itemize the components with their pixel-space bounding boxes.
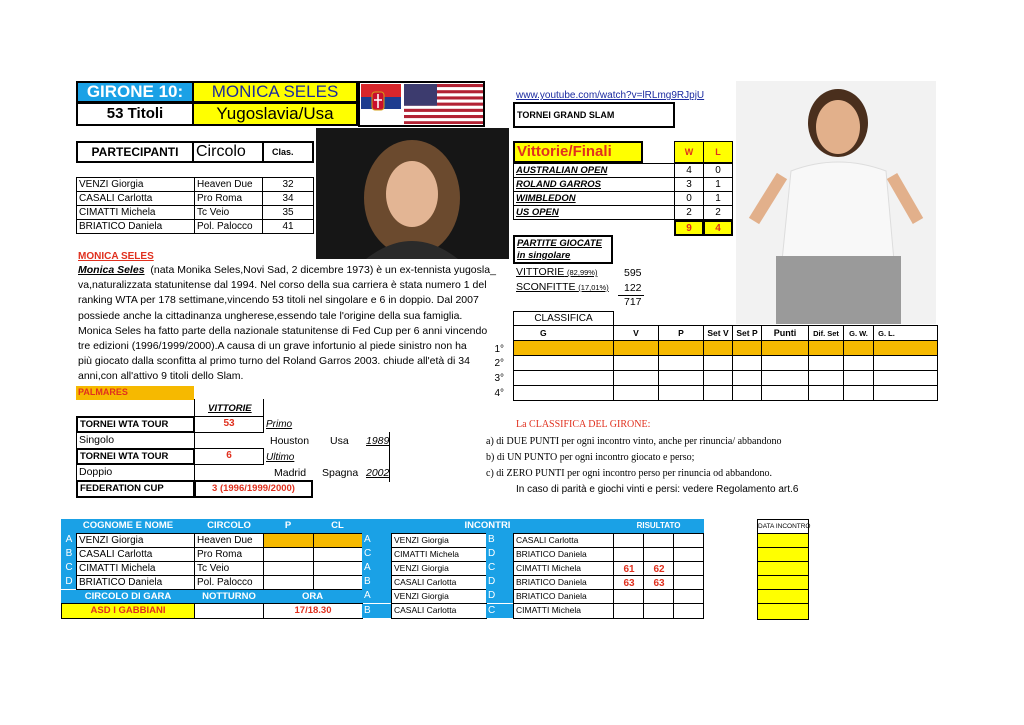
match-p2: CASALI Carlotta xyxy=(513,533,614,548)
circolo-header: Circolo xyxy=(192,141,264,163)
match-p2: CIMATTI Michela xyxy=(513,561,614,576)
slam-w: 0 xyxy=(674,191,704,206)
federation-cup: FEDERATION CUP xyxy=(76,480,195,498)
rule-a: a) di DUE PUNTI per ogni incontro vinto, anche per rinuncia/ abbandono xyxy=(486,436,782,447)
partite-subtitle: in singolare xyxy=(517,250,571,261)
match-p2: CIMATTI Michela xyxy=(513,603,614,619)
slam-total-w: 9 xyxy=(674,220,704,236)
bio-line: ranking WTA per 178 settimane,vincendo 53 titoli nel singolare e 6 in doppio. Dal 2007 xyxy=(78,294,479,307)
slam-l: 0 xyxy=(703,163,733,178)
row-club: Pol. Palocco xyxy=(194,575,264,590)
bio-line-0: (nata Monika Seles,Novi Sad, 2 dicembre 1973) è un ex-tennista yugosla_ xyxy=(150,264,496,276)
bio-line: va,naturalizzata statunitense dal 1994. Nel corso della sua carriera è stata numero 1 del xyxy=(78,279,487,292)
col-gl: G. L. xyxy=(873,325,938,341)
match-l2: B xyxy=(486,533,514,547)
vittorie-label xyxy=(516,266,597,279)
participant-name: VENZI Giorgia xyxy=(76,177,195,192)
row-cl xyxy=(313,561,363,576)
match-p1: CASALI Carlotta xyxy=(391,603,487,619)
col-cl: CL xyxy=(313,519,362,534)
bio-line: Monica Seles ha fatto parte della nazionale statunitense di Fed Cup per 6 anni vincendo xyxy=(78,324,488,337)
match-l1: B xyxy=(362,575,392,589)
row-name: BRIATICO Daniela xyxy=(76,575,195,590)
player-name: MONICA SELES xyxy=(192,81,358,103)
girone-title: GIRONE 10: xyxy=(76,81,194,103)
data-incontro-header-box xyxy=(757,519,809,534)
wta-tour-1: TORNEI WTA TOUR xyxy=(76,416,195,433)
vittorie-pct: (82,99%) xyxy=(567,268,598,277)
ora-label: ORA xyxy=(263,590,362,604)
sconfitte-value: 122 xyxy=(624,282,642,294)
doppio-label: Doppio xyxy=(76,464,195,481)
slam-title: Vittorie/Finali xyxy=(513,141,643,163)
slam-w: 3 xyxy=(674,177,704,192)
col-v: V xyxy=(613,325,659,341)
tennis-action-photo xyxy=(736,81,936,324)
match-p1: VENZI Giorgia xyxy=(391,533,487,548)
row-cl xyxy=(313,547,363,562)
primo-label: Primo xyxy=(266,419,293,430)
slam-l: 2 xyxy=(703,205,733,220)
youtube-link[interactable]: www.youtube.com/watch?v=lRLmg9RJpjU xyxy=(516,90,705,101)
match-l2: C xyxy=(486,604,514,618)
participant-club: Heaven Due xyxy=(194,177,263,192)
palmares-vittorie: VITTORIE xyxy=(208,403,252,414)
vittorie-value: 595 xyxy=(624,267,642,279)
row-club: Heaven Due xyxy=(194,533,264,548)
slam-w: 4 xyxy=(674,163,704,178)
match-p2: BRIATICO Daniela xyxy=(513,575,614,590)
match-l2: D xyxy=(486,575,514,589)
portrait-photo xyxy=(316,128,509,259)
bio-text xyxy=(78,263,498,385)
participant-club: Pro Roma xyxy=(194,191,263,206)
col-gw: G. W. xyxy=(843,325,874,341)
tornei-grand-slam: TORNEI GRAND SLAM xyxy=(513,102,675,128)
row-name: CIMATTI Michela xyxy=(76,561,195,576)
primo-city: Houston xyxy=(270,435,310,447)
col-difset: Dif. Set xyxy=(808,325,844,341)
slam-total-l: 4 xyxy=(703,220,733,236)
sconfitte-label xyxy=(516,281,609,294)
row-letter: B xyxy=(61,547,77,561)
slam-row: WIMBLEDON xyxy=(513,191,675,206)
result-set2: 63 xyxy=(653,578,665,589)
participant-club: Pol. Palocco xyxy=(194,219,263,234)
match-l2: C xyxy=(486,561,514,575)
position-1: 1° xyxy=(494,344,504,355)
palmares-title: PALMARES xyxy=(76,386,194,400)
row-p xyxy=(263,561,314,576)
position-2: 2° xyxy=(494,358,504,369)
col-risultato: RISULTATO xyxy=(613,519,704,534)
participants-header: PARTECIPANTI xyxy=(76,141,194,163)
match-l1: B xyxy=(362,604,392,618)
partite-giocate-box xyxy=(513,235,613,264)
bio-line: tre edizioni (1996/1999/2000).A causa di un grave infortunio al piede sinistro non ha xyxy=(78,340,467,353)
titoli-count: 53 Titoli xyxy=(76,102,194,126)
match-p1: CASALI Carlotta xyxy=(391,575,487,590)
col-p: P xyxy=(263,519,313,534)
match-p2: BRIATICO Daniela xyxy=(513,589,614,604)
bio-name: Monica Seles xyxy=(78,264,145,276)
ultimo-label: Ultimo xyxy=(266,452,295,463)
match-l1: A xyxy=(362,533,392,547)
col-setv: Set V xyxy=(703,325,733,341)
wta-tour-2: TORNEI WTA TOUR xyxy=(76,448,195,465)
match-p1: VENZI Giorgia xyxy=(391,561,487,576)
result-set1: 61 xyxy=(623,564,635,575)
data-incontro-grid xyxy=(757,533,810,620)
notturno-value xyxy=(194,603,264,619)
participant-clas: 34 xyxy=(262,191,314,206)
notturno-label: NOTTURNO xyxy=(195,590,263,604)
gara-value: ASD I GABBIANI xyxy=(61,603,195,619)
row-letter: A xyxy=(61,533,77,547)
slam-row: US OPEN xyxy=(513,205,675,220)
result-set1: 63 xyxy=(623,578,635,589)
slam-l: 1 xyxy=(703,191,733,206)
col-g: G xyxy=(513,325,614,341)
primo-country: Usa xyxy=(330,435,349,447)
match-p1: CIMATTI Michela xyxy=(391,547,487,562)
wta-tour-1-value: 53 xyxy=(194,416,264,433)
classifica-grid xyxy=(513,340,939,402)
classifica-title: CLASSIFICA xyxy=(513,311,614,326)
rule-b: b) di UN PUNTO per ogni incontro giocato e perso; xyxy=(486,452,695,463)
ultimo-country: Spagna xyxy=(322,467,359,479)
l-header: L xyxy=(703,141,733,163)
row-cl xyxy=(313,533,363,548)
match-l2: D xyxy=(486,589,514,603)
ora-value: 17/18.30 xyxy=(263,603,363,619)
col-incontri: INCONTRI xyxy=(362,519,613,534)
sconfitte-text: SCONFITTE xyxy=(516,281,576,293)
col-data-incontro: DATA INCONTRO xyxy=(758,523,811,530)
wta-tour-2-value: 6 xyxy=(194,448,264,465)
match-p2: BRIATICO Daniela xyxy=(513,547,614,562)
federation-cup-value: 3 (1996/1999/2000) xyxy=(194,480,313,498)
palmares-right-border xyxy=(389,432,390,482)
row-cl xyxy=(313,575,363,590)
slam-l: 1 xyxy=(703,177,733,192)
participant-name: CIMATTI Michela xyxy=(76,205,195,220)
vittorie-text: VITTORIE xyxy=(516,266,565,278)
bio-line: possiede anche la cittadinanza ungherese,essendo tale l'origine della sua famiglia. xyxy=(78,309,463,322)
w-header: W xyxy=(674,141,704,163)
row-p xyxy=(263,533,314,548)
row-club: Pro Roma xyxy=(194,547,264,562)
partite-title: PARTITE GIOCATE xyxy=(517,238,602,249)
bio-line xyxy=(78,263,498,278)
clas-header: Clas. xyxy=(262,141,314,163)
col-punti: Punti xyxy=(761,325,809,341)
circolo-di-gara-label: CIRCOLO DI GARA xyxy=(61,590,195,604)
slam-row: ROLAND GARROS xyxy=(513,177,675,192)
row-name: CASALI Carlotta xyxy=(76,547,195,562)
ultimo-year: 2002 xyxy=(366,467,390,479)
rule-d: In caso di parità e giochi vinti e persi: vedere Regolamento art.6 xyxy=(516,484,799,495)
bio-line: più giocato dalla sconfitta al primo turno del Roland Garros 2003. chiude all'età di 34 xyxy=(78,355,470,368)
row-p xyxy=(263,547,314,562)
participant-clas: 41 xyxy=(262,219,314,234)
singolo-label: Singolo xyxy=(76,432,195,449)
participant-clas: 35 xyxy=(262,205,314,220)
participant-club: Tc Veio xyxy=(194,205,263,220)
slam-w: 2 xyxy=(674,205,704,220)
bio-line: anni,con all'attivo 9 titoli dello Slam. xyxy=(78,370,244,383)
match-l2: D xyxy=(486,547,514,561)
primo-year: 1989 xyxy=(366,435,390,447)
participant-name: CASALI Carlotta xyxy=(76,191,195,206)
slam-row: AUSTRALIAN OPEN xyxy=(513,163,675,178)
match-l1: A xyxy=(362,589,392,603)
sconfitte-pct: (17,01%) xyxy=(578,283,609,292)
participant-name: BRIATICO Daniela xyxy=(76,219,195,234)
total-value: 717 xyxy=(624,296,642,308)
col-cognome: COGNOME E NOME xyxy=(61,519,195,534)
position-3: 3° xyxy=(494,373,504,384)
ultimo-city: Madrid xyxy=(274,467,307,479)
country-name: Yugoslavia/Usa xyxy=(192,102,358,126)
row-letter: C xyxy=(61,561,77,575)
row-club: Tc Veio xyxy=(194,561,264,576)
result-set2: 62 xyxy=(653,564,665,575)
col-setp: Set P xyxy=(732,325,762,341)
col-p: P xyxy=(658,325,704,341)
participant-clas: 32 xyxy=(262,177,314,192)
rule-c: c) di ZERO PUNTI per ogni incontro perso per rinuncia od abbandono. xyxy=(486,468,773,479)
row-p xyxy=(263,575,314,590)
usa-flag-icon xyxy=(404,84,483,124)
col-circolo: CIRCOLO xyxy=(195,519,263,534)
bio-title: MONICA SELES xyxy=(78,251,154,262)
row-letter: D xyxy=(61,575,77,589)
serbia-flag-icon xyxy=(361,84,401,122)
position-4: 4° xyxy=(494,388,504,399)
rules-title: La CLASSIFICA DEL GIRONE: xyxy=(516,419,651,430)
match-l1: A xyxy=(362,561,392,575)
row-name: VENZI Giorgia xyxy=(76,533,195,548)
match-l1: C xyxy=(362,547,392,561)
match-p1: VENZI Giorgia xyxy=(391,589,487,604)
